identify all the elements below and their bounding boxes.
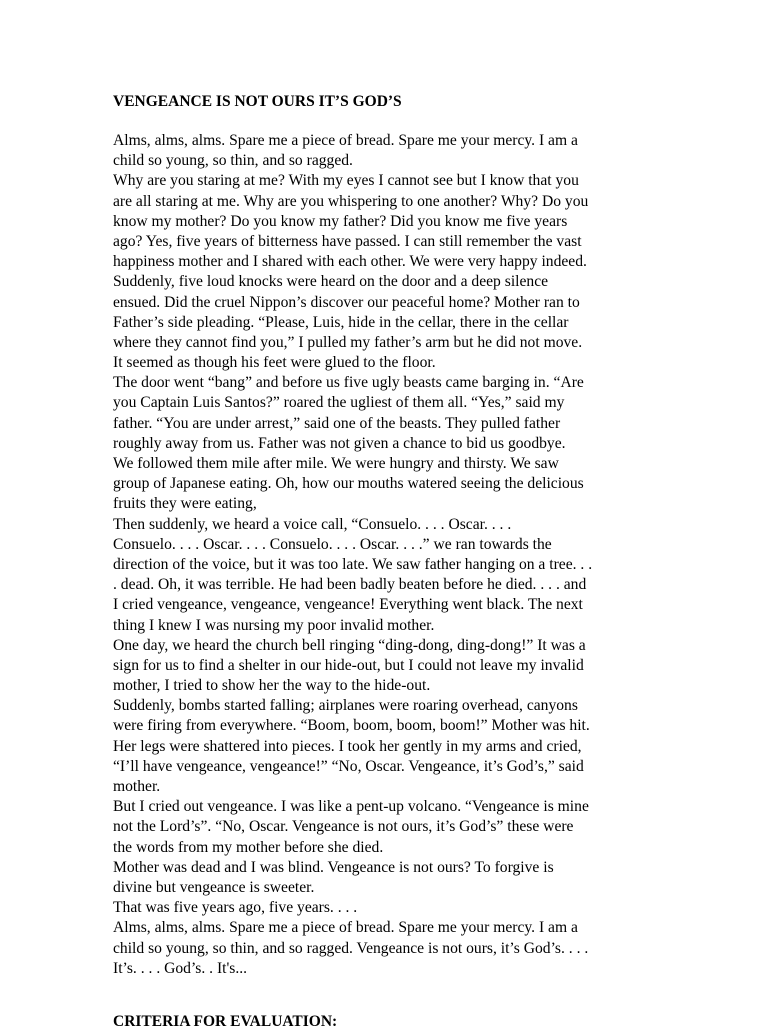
body-text-line: the words from my mother before she died. bbox=[113, 838, 384, 856]
body-text-line: It seemed as though his feet were glued to the floor. bbox=[113, 354, 436, 372]
body-text-line: were firing from everywhere. “Boom, boom, boom, boom!” Mother was hit. bbox=[113, 717, 590, 735]
document-title: VENGEANCE IS NOT OURS IT’S GOD’S bbox=[113, 93, 402, 110]
body-text-line: roughly away from us. Father was not given a chance to bid us goodbye. bbox=[113, 434, 566, 452]
body-text-line: Then suddenly, we heard a voice call, “Consuelo. . . . Oscar. . . . bbox=[113, 515, 512, 533]
body-text-line: I cried vengeance, vengeance, vengeance! Everything went black. The next bbox=[113, 596, 583, 614]
criteria-heading: CRITERIA FOR EVALUATION: bbox=[113, 1013, 338, 1030]
body-text-line: Father’s side pleading. “Please, Luis, hide in the cellar, there in the cellar bbox=[113, 313, 569, 331]
body-text-line: Alms, alms, alms. Spare me a piece of bread. Spare me your mercy. I am a bbox=[113, 132, 578, 149]
document-page bbox=[113, 0, 673, 1030]
body-text-line: Alms, alms, alms. Spare me a piece of bread. Spare me your mercy. I am a bbox=[113, 919, 578, 937]
body-text-line: One day, we heard the church bell ringing “ding-dong, ding-dong!” It was a bbox=[113, 636, 586, 654]
body-text-line: mother. bbox=[113, 778, 161, 795]
body-text-line: direction of the voice, but it was too late. We saw father hanging on a tree. . . bbox=[113, 555, 593, 573]
body-text-line: . dead. Oh, it was terrible. He had been badly beaten before he died. . . . and bbox=[113, 576, 587, 594]
body-text-line: Her legs were shattered into pieces. I took her gently in my arms and cried, bbox=[113, 737, 582, 755]
body-text-line: mother, I tried to show her the way to the hide-out. bbox=[113, 677, 431, 695]
body-text-line: sign for us to find a shelter in our hide-out, but I could not leave my invalid bbox=[113, 656, 584, 674]
body-text-line: Consuelo. . . . Oscar. . . . Consuelo. . . . Oscar. . . .” we ran towards the bbox=[113, 535, 552, 553]
body-text-line: where they cannot find you,” I pulled my father’s arm but he did not move. bbox=[113, 333, 583, 351]
document-body bbox=[113, 131, 592, 979]
body-text-line: father. “You are under arrest,” said one of the beasts. They pulled father bbox=[113, 414, 561, 432]
body-text-line: child so young, so thin, and so ragged. bbox=[113, 152, 353, 170]
body-text-line: thing I knew I was nursing my poor invalid mother. bbox=[113, 616, 435, 634]
body-text-line: know my mother? Do you know my father? Did you know me five years bbox=[113, 212, 568, 230]
body-text-line: you Captain Luis Santos?” roared the ugliest of them all. “Yes,” said my bbox=[113, 394, 565, 412]
body-text-line: ensued. Did the cruel Nippon’s discover our peaceful home? Mother ran to bbox=[113, 293, 580, 311]
body-text-line: Suddenly, bombs started falling; airplanes were roaring overhead, canyons bbox=[113, 697, 578, 715]
body-text-line: We followed them mile after mile. We were hungry and thirsty. We saw bbox=[113, 455, 559, 472]
body-text-line: Suddenly, five loud knocks were heard on the door and a deep silence bbox=[113, 273, 549, 291]
body-text-line: happiness mother and I shared with each other. We were very happy indeed. bbox=[113, 253, 587, 271]
body-text-line: It’s. . . . God’s. . It's... bbox=[113, 959, 248, 977]
body-text-line: ago? Yes, five years of bitterness have passed. I can still remember the vast bbox=[113, 232, 582, 250]
body-text-line: The door went “bang” and before us five ugly beasts came barging in. “Are bbox=[113, 374, 584, 392]
body-text-line: Why are you staring at me? With my eyes I cannot see but I know that you bbox=[113, 172, 579, 190]
body-text-line: That was five years ago, five years. . . . bbox=[113, 899, 358, 917]
body-text-line: “I’ll have vengeance, vengeance!” “No, Oscar. Vengeance, it’s God’s,” said bbox=[113, 757, 584, 775]
body-text-line: divine but vengeance is sweeter. bbox=[113, 878, 315, 896]
body-text-line: But I cried out vengeance. I was like a pent-up volcano. “Vengeance is mine bbox=[113, 798, 589, 816]
body-text-line: child so young, so thin, and so ragged. Vengeance is not ours, it’s God’s. . . . bbox=[113, 939, 589, 957]
body-text-line: fruits they were eating, bbox=[113, 495, 257, 513]
body-text-line: are all staring at me. Why are you whispering to one another? Why? Do you bbox=[113, 192, 589, 210]
body-text-line: group of Japanese eating. Oh, how our mouths watered seeing the delicious bbox=[113, 475, 584, 493]
body-text-line: Mother was dead and I was blind. Vengeance is not ours? To forgive is bbox=[113, 858, 554, 876]
body-text-line: not the Lord’s”. “No, Oscar. Vengeance is not ours, it’s God’s” these were bbox=[113, 818, 574, 836]
